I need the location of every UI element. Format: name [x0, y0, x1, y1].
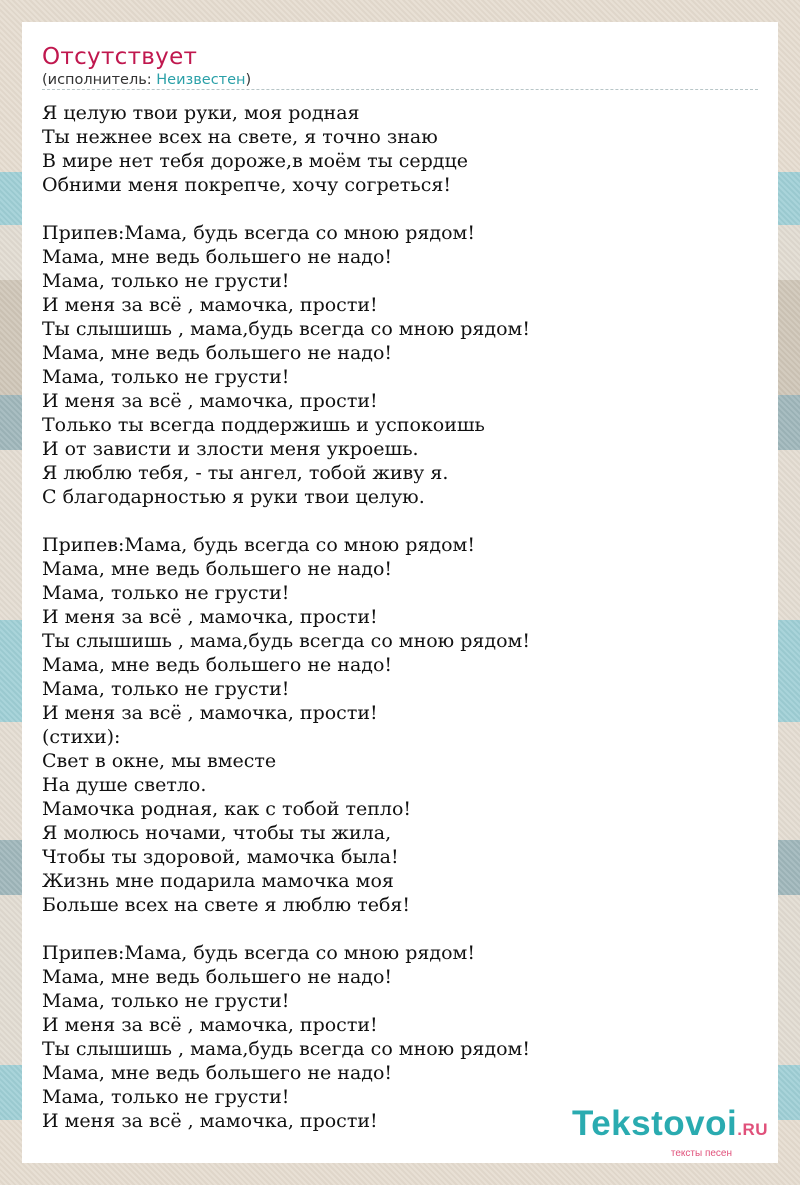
lyric-line: Припев:Мама, будь всегда со мною рядом!	[42, 534, 475, 556]
artist-suffix: )	[245, 72, 252, 88]
lyric-line: Ты слышишь , мама,будь всегда со мною рядом!	[42, 1038, 530, 1060]
lyric-line: В мире нет тебя дороже,в моём ты сердце	[42, 150, 468, 172]
lyric-line: Я целую твои руки, моя родная	[42, 102, 360, 124]
logo-name: Tekstovoi	[571, 1104, 738, 1143]
lyric-line: Мама, только не грусти!	[42, 270, 290, 292]
artist-prefix: (исполнитель:	[42, 72, 157, 88]
lyric-line: Мама, мне ведь большего не надо!	[42, 558, 393, 580]
lyric-line: Ты нежнее всех на свете, я точно знаю	[42, 126, 438, 148]
lyric-line: Свет в окне, мы вместе	[42, 750, 277, 772]
song-title: Отсутствует	[42, 44, 198, 70]
lyric-line: Я люблю тебя, - ты ангел, тобой живу я.	[42, 462, 449, 484]
lyric-line: Больше всех на свете я люблю тебя!	[42, 894, 411, 916]
lyric-line: Припев:Мама, будь всегда со мною рядом!	[42, 942, 475, 964]
lyric-line: Чтобы ты здоровой, мамочка была!	[42, 846, 399, 868]
logo-tagline: тексты песен	[670, 1148, 732, 1159]
lyric-line: И меня за всё , мамочка, прости!	[42, 1014, 378, 1036]
lyric-line: И от зависти и злости меня укроешь.	[42, 438, 419, 460]
site-logo[interactable]	[572, 1106, 768, 1159]
lyric-line: С благодарностью я руки твои целую.	[42, 486, 425, 508]
lyric-line: Только ты всегда поддержишь и успокоишь	[42, 414, 485, 436]
lyric-line: Мама, мне ведь большего не надо!	[42, 342, 393, 364]
lyric-line: (стихи):	[42, 726, 121, 748]
logo-tld: .RU	[737, 1120, 768, 1139]
lyric-line: Мама, только не грусти!	[42, 990, 290, 1012]
lyric-line: Я молюсь ночами, чтобы ты жила,	[42, 822, 392, 844]
lyric-line: Жизнь мне подарила мамочка моя	[42, 870, 394, 892]
lyric-line: Мама, мне ведь большего не надо!	[42, 246, 393, 268]
lyrics-text	[42, 101, 530, 1133]
lyric-line: Мама, только не грусти!	[42, 1086, 290, 1108]
lyric-line: Обними меня покрепче, хочу согреться!	[42, 174, 451, 196]
lyric-line: На душе светло.	[42, 774, 207, 796]
logo-wordmark	[572, 1106, 768, 1148]
lyric-line: Мама, только не грусти!	[42, 582, 290, 604]
lyric-line: Мама, мне ведь большего не надо!	[42, 966, 393, 988]
lyric-line: И меня за всё , мамочка, прости!	[42, 390, 378, 412]
lyric-line: Мама, только не грусти!	[42, 678, 290, 700]
lyric-line: Мама, только не грусти!	[42, 366, 290, 388]
lyric-line: Припев:Мама, будь всегда со мною рядом!	[42, 222, 475, 244]
lyric-line: И меня за всё , мамочка, прости!	[42, 1110, 378, 1132]
lyric-line: И меня за всё , мамочка, прости!	[42, 702, 378, 724]
lyric-line: Мамочка родная, как с тобой тепло!	[42, 798, 412, 820]
lyric-line: Мама, мне ведь большего не надо!	[42, 654, 393, 676]
lyric-line: Ты слышишь , мама,будь всегда со мною рядом!	[42, 318, 530, 340]
lyrics-card	[22, 22, 778, 1163]
lyric-line: И меня за всё , мамочка, прости!	[42, 294, 378, 316]
title-divider	[42, 89, 758, 90]
lyric-line: И меня за всё , мамочка, прости!	[42, 606, 378, 628]
artist-line	[42, 71, 251, 89]
lyric-line: Мама, мне ведь большего не надо!	[42, 1062, 393, 1084]
lyric-line: Ты слышишь , мама,будь всегда со мною рядом!	[42, 630, 530, 652]
artist-link[interactable]: Неизвестен	[156, 72, 246, 88]
